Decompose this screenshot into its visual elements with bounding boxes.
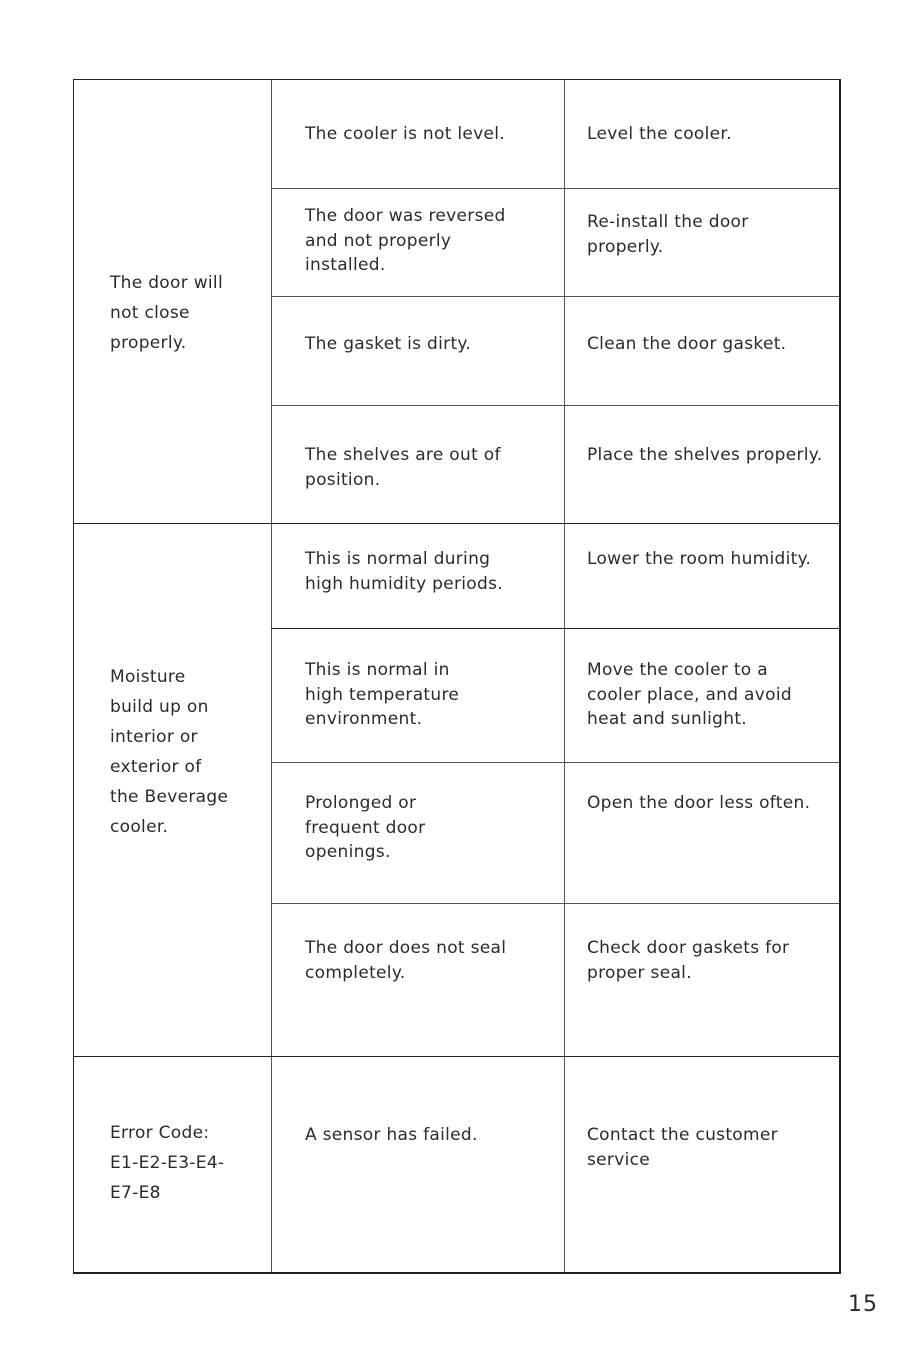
cause-text: The gasket is dirty.	[305, 334, 472, 354]
cause-text: frequent door	[305, 817, 426, 838]
row-divider	[271, 405, 839, 406]
problem-text: interior or	[110, 727, 198, 747]
cause-cell	[305, 791, 425, 865]
cause-cell	[305, 658, 459, 732]
row-divider	[74, 523, 839, 524]
problem-text: properly.	[110, 333, 187, 353]
cause-text: The shelves are out of	[305, 445, 501, 465]
problem-text: Error Code:	[110, 1123, 210, 1143]
solution-text: properly.	[587, 236, 664, 257]
problem-cell	[110, 662, 228, 842]
problem-text: not close	[110, 303, 190, 323]
solution-cell	[587, 936, 789, 985]
solution-text: Level the cooler.	[587, 124, 732, 144]
solution-cell	[587, 332, 786, 357]
cause-text: high humidity periods.	[305, 573, 503, 594]
problem-cell	[110, 1118, 224, 1208]
problem-text: Moisture	[110, 667, 186, 687]
solution-text: Re-install the door	[587, 212, 749, 232]
cause-text: This is normal during	[305, 549, 491, 569]
cause-cell	[305, 1123, 478, 1148]
row-divider	[74, 1056, 839, 1057]
column-divider	[564, 80, 565, 1272]
solution-text: Contact the customer	[587, 1125, 778, 1145]
cause-text: installed.	[305, 255, 386, 275]
cause-cell	[305, 204, 506, 278]
cause-cell	[305, 547, 503, 596]
cause-cell	[305, 936, 506, 985]
cause-text: environment.	[305, 709, 423, 729]
problem-text: The door will	[110, 273, 223, 293]
problem-text: cooler.	[110, 817, 169, 837]
column-divider	[271, 80, 272, 1272]
solution-text: proper seal.	[587, 962, 692, 983]
solution-text: Lower the room humidity.	[587, 549, 812, 569]
problem-text: the Beverage	[110, 787, 229, 807]
solution-text: cooler place, and avoid	[587, 684, 792, 705]
problem-text: build up on	[110, 697, 209, 717]
cause-text: A sensor has failed.	[305, 1125, 478, 1145]
cause-text: This is normal in	[305, 660, 450, 680]
row-divider	[271, 903, 839, 904]
cause-text: The cooler is not level.	[305, 124, 506, 144]
solution-text: Open the door less often.	[587, 793, 811, 813]
cause-text: The door was reversed	[305, 206, 506, 226]
solution-text: Move the cooler to a	[587, 660, 768, 680]
cause-cell	[305, 443, 501, 492]
row-divider	[271, 628, 839, 629]
solution-text: heat and sunlight.	[587, 709, 747, 729]
solution-text: Place the shelves properly.	[587, 445, 823, 465]
cause-text: The door does not seal	[305, 938, 507, 958]
row-divider	[271, 762, 839, 763]
solution-cell	[587, 791, 810, 816]
solution-text: service	[587, 1149, 650, 1170]
problem-text: E1-E2-E3-E4-	[110, 1153, 225, 1173]
cause-cell	[305, 332, 471, 357]
problem-text: E7-E8	[110, 1183, 161, 1203]
solution-cell	[587, 210, 749, 259]
row-divider	[271, 188, 839, 189]
solution-cell	[587, 658, 792, 732]
solution-text: Check door gaskets for	[587, 938, 790, 958]
cause-text: openings.	[305, 842, 391, 862]
cause-cell	[305, 122, 505, 147]
solution-text: Clean the door gasket.	[587, 334, 787, 354]
cause-text: high temperature	[305, 684, 460, 705]
cause-text: position.	[305, 469, 381, 490]
problem-cell	[110, 268, 223, 358]
solution-cell	[587, 122, 732, 147]
problem-text: exterior of	[110, 757, 202, 777]
cause-text: and not properly	[305, 230, 452, 251]
solution-cell	[587, 1123, 778, 1172]
solution-cell	[587, 547, 811, 572]
page-number: 15	[848, 1292, 878, 1317]
cause-text: completely.	[305, 962, 406, 983]
cause-text: Prolonged or	[305, 793, 417, 813]
solution-cell	[587, 443, 822, 468]
row-divider	[271, 296, 839, 297]
